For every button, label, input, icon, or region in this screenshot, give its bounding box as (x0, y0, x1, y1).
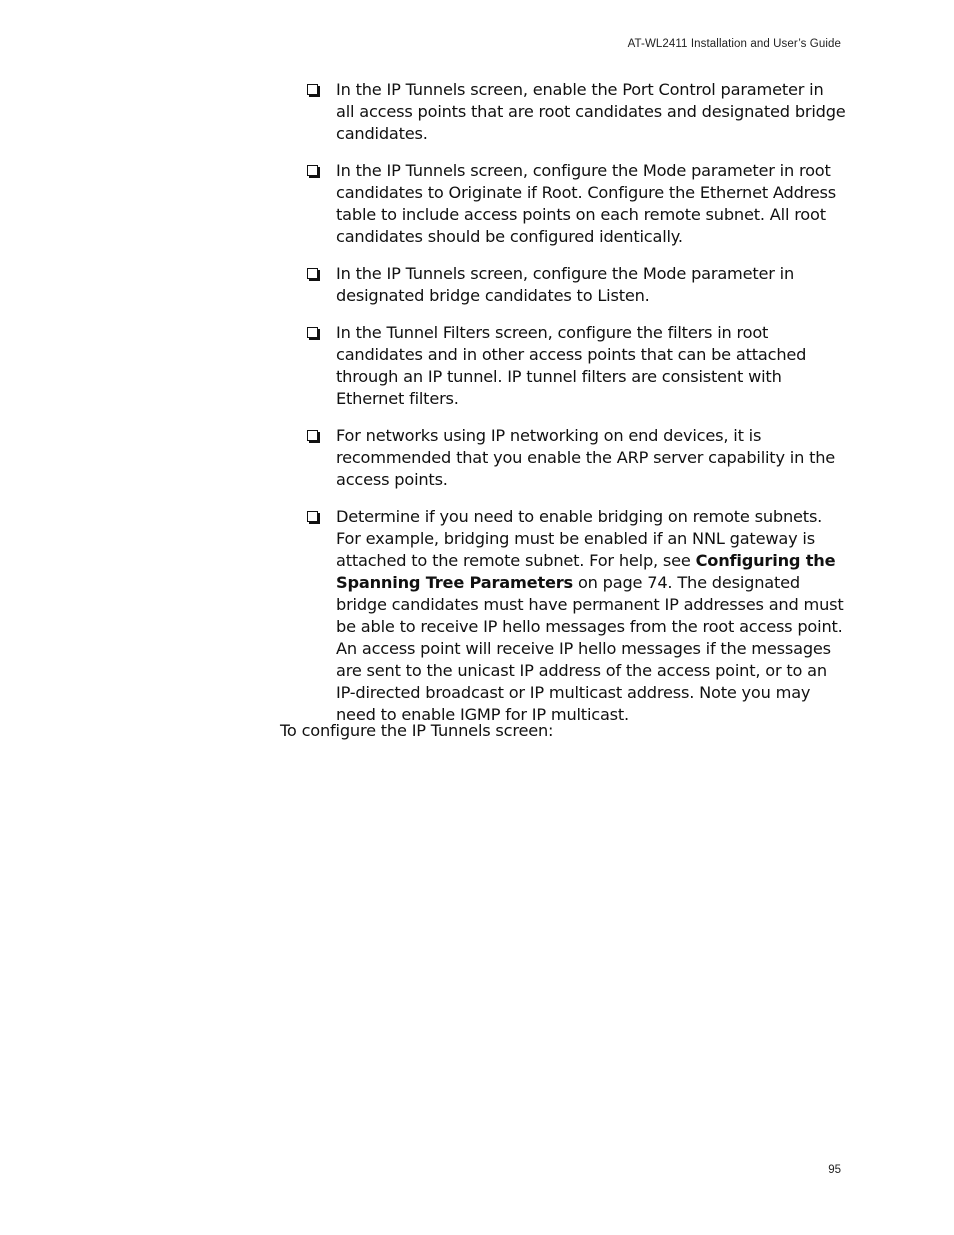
intro-paragraph: To configure the IP Tunnels screen: (280, 721, 554, 740)
checklist-item (306, 79, 846, 145)
running-header: AT-WL2411 Installation and User’s Guide (627, 38, 841, 50)
checklist-item-text: For networks using IP networking on end devices, it is recommended that you enable the ARP server capability in the access points. (336, 426, 836, 489)
checklist-item-text: In the Tunnel Filters screen, configure the filters in root candidates and in other access points that can be attached through an IP tunnel. IP tunnel filters are consistent with Ethernet filters. (336, 323, 807, 408)
checklist-item (306, 425, 846, 491)
checkbox-icon (307, 165, 318, 176)
checklist (306, 79, 846, 741)
checklist-item (306, 322, 846, 410)
checklist-item-text: In the IP Tunnels screen, configure the Mode parameter in designated bridge candidates to Listen. (336, 264, 795, 305)
checkbox-icon (307, 84, 318, 95)
checklist-item (306, 263, 846, 307)
cross-reference-link[interactable]: Configuring the Spanning Tree Parameters (336, 551, 836, 592)
checklist-item (306, 506, 846, 726)
checklist-item-text-after: on page 74. The designated bridge candidates must have permanent IP addresses and must be able to receive IP hello messages from the root access point. An access point will receive IP hello messages if the messages are sent to the unicast IP address of the access point, or to an IP-directed broadcast or IP multicast address. Note you may need to enable IGMP for IP multicast. (336, 573, 844, 724)
checkbox-icon (307, 511, 318, 522)
checkbox-icon (307, 268, 318, 279)
checklist-item-text-before: Determine if you need to enable bridging on remote subnets. For example, bridging must be enabled if an NNL gateway is attached to the remote subnet. For help, see (336, 507, 823, 570)
checkbox-icon (307, 327, 318, 338)
checklist-item (306, 160, 846, 248)
checkbox-icon (307, 430, 318, 441)
checklist-item-text: In the IP Tunnels screen, configure the Mode parameter in root candidates to Originate if Root. Configure the Ethernet Address table to include access points on each remote subnet. All root candidates should be configured identically. (336, 161, 836, 246)
page-number: 95 (828, 1164, 841, 1176)
checklist-item-text: In the IP Tunnels screen, enable the Port Control parameter in all access points that are root candidates and designated bridge candidates. (336, 80, 846, 143)
